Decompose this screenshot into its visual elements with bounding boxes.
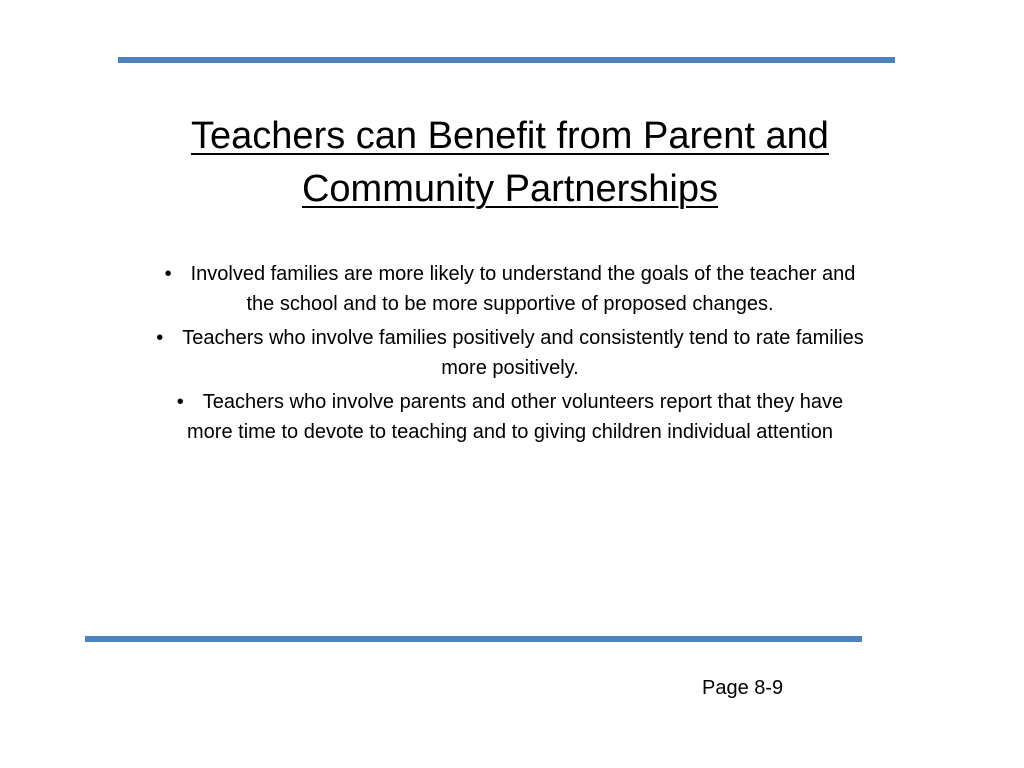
bullet-item-2: [150, 323, 870, 383]
bullet-item-1: [150, 259, 870, 319]
bullet-icon: •: [156, 327, 164, 349]
bullet-text: Teachers who involve parents and other volunteers report that they have more time to devote to teaching and to giving children individual attention: [187, 391, 844, 443]
page-number: Page 8-9: [702, 677, 784, 699]
bottom-divider-line: [85, 636, 862, 642]
slide-title: Teachers can Benefit from Parent and Community Partnerships: [191, 115, 829, 210]
bullet-icon: •: [164, 263, 172, 285]
top-divider-line: [118, 57, 895, 63]
bullet-item-3: [150, 387, 870, 447]
bullet-text: Teachers who involve families positively and consistently tend to rate families more positively.: [182, 327, 864, 379]
bullet-list: [150, 259, 870, 451]
bullet-text: Involved families are more likely to understand the goals of the teacher and the school and to be more supportive of proposed changes.: [190, 263, 856, 315]
bullet-icon: •: [176, 391, 184, 413]
